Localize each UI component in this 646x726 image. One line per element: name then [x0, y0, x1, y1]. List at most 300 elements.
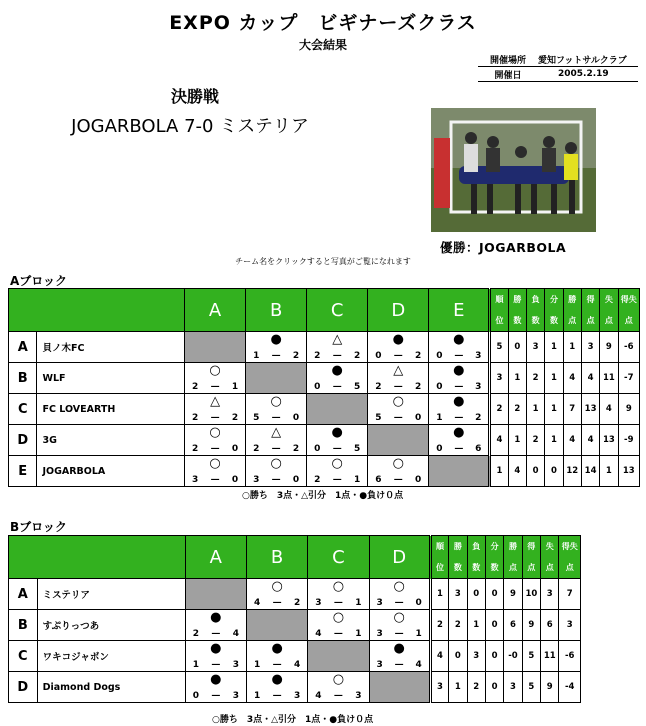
team-name-link[interactable]: ワキコジャボン [37, 641, 185, 672]
self-match-cell [307, 394, 368, 425]
goals-against: 4 [293, 660, 301, 670]
match-score [186, 629, 246, 639]
stat-header-bottom: 点 [509, 563, 517, 572]
stat-header-top: 分 [549, 295, 558, 304]
goals-against: 0 [292, 413, 300, 423]
goals-for: 5 [253, 413, 260, 423]
goals-against: 4 [232, 629, 239, 639]
table-row [9, 456, 640, 487]
stat-header [618, 289, 639, 332]
result-mark: ● [392, 332, 404, 347]
stat-cell: 0 [485, 641, 503, 672]
score-dash: — [333, 629, 343, 639]
stat-cell: 9 [541, 672, 559, 703]
goals-for: 2 [314, 475, 321, 485]
row-letter: D [9, 425, 37, 456]
stat-cell: 1 [545, 332, 563, 363]
stat-cell: 4 [430, 641, 448, 672]
stat-cell: 7 [563, 394, 581, 425]
match-result-cell [308, 672, 369, 703]
score-dash: — [211, 691, 221, 701]
stat-cell: 1 [490, 456, 508, 487]
score-dash: — [332, 382, 342, 392]
stat-header-bottom: 数 [513, 316, 522, 325]
date-label: 開催日 [494, 70, 522, 81]
result-mark: ○ [332, 579, 345, 594]
goals-against: 2 [292, 444, 300, 454]
stat-cell: -7 [618, 363, 639, 394]
match-result-cell [307, 332, 368, 363]
result-mark: ○ [270, 394, 282, 409]
result-mark: ○ [209, 363, 221, 378]
team-name-link[interactable]: FC LOVEARTH [37, 394, 185, 425]
stat-header-top: 勝 [509, 542, 517, 551]
goals-for: 3 [253, 475, 260, 485]
stat-cell: 11 [541, 641, 559, 672]
goals-against: 0 [415, 598, 422, 608]
result-mark: ● [453, 394, 465, 409]
goals-for: 6 [375, 475, 382, 485]
stat-cell: 5 [522, 641, 540, 672]
block-b-title: Bブロック [10, 520, 67, 534]
stat-header-bottom: 数 [549, 316, 558, 325]
match-result-cell [185, 425, 246, 456]
stat-cell: 4 [581, 363, 599, 394]
goals-for: 0 [314, 444, 321, 454]
score-dash: — [454, 444, 464, 454]
match-result-cell [369, 641, 430, 672]
event-info [478, 52, 638, 82]
match-result-cell [369, 610, 430, 641]
stat-header [490, 289, 508, 332]
stat-header-top: 得 [586, 295, 595, 304]
score-dash: — [210, 413, 220, 423]
match-score [370, 598, 429, 608]
stat-header-top: 分 [490, 542, 499, 551]
goals-for: 4 [253, 598, 261, 608]
team-name-link[interactable]: すぷりっつあ [37, 610, 185, 641]
goals-for: 3 [376, 629, 383, 639]
goals-for: 1 [436, 413, 443, 423]
stat-cell: 3 [449, 579, 467, 610]
page-subtitle: 大会結果 [298, 38, 347, 52]
score-dash: — [332, 444, 342, 454]
score-dash: — [210, 444, 220, 454]
stat-header-top: 得失 [561, 542, 578, 551]
stat-header-bottom: 位 [436, 563, 444, 572]
stat-header-bottom: 点 [624, 316, 633, 325]
result-mark: ● [393, 641, 405, 656]
match-result-cell [429, 425, 490, 456]
match-result-cell [185, 610, 246, 641]
stat-cell: 14 [581, 456, 599, 487]
result-mark: △ [271, 425, 282, 440]
match-result-cell [185, 672, 246, 703]
stat-cell: 3 [467, 641, 485, 672]
match-score [307, 351, 367, 361]
match-score [370, 629, 429, 639]
result-mark: ● [270, 332, 282, 347]
match-score [307, 382, 367, 392]
stat-cell: 9 [504, 579, 522, 610]
match-score [247, 691, 307, 701]
stat-cell: -6 [559, 641, 581, 672]
result-mark: ○ [392, 456, 404, 471]
row-letter: C [9, 394, 37, 425]
team-name-link[interactable]: WLF [37, 363, 185, 394]
block-b-table [8, 535, 581, 703]
match-score [246, 444, 306, 454]
match-score [429, 351, 488, 361]
stat-header [522, 536, 540, 579]
column-header-d: D [368, 289, 429, 332]
stat-cell: 11 [600, 363, 618, 394]
stat-cell: 1 [430, 579, 448, 610]
stat-cell: 0 [485, 672, 503, 703]
goals-for: 0 [192, 691, 199, 701]
match-result-cell [429, 363, 490, 394]
match-result-cell [429, 394, 490, 425]
stat-cell: 2 [430, 610, 448, 641]
score-dash: — [271, 444, 281, 454]
stat-cell: 1 [545, 394, 563, 425]
goals-for: 2 [192, 382, 199, 392]
result-mark: ○ [332, 610, 345, 625]
stat-header [541, 536, 559, 579]
team-name-link[interactable]: ミステリア [37, 579, 185, 610]
stat-header-bottom: 点 [586, 316, 595, 325]
stat-header-bottom: 位 [495, 316, 504, 325]
match-result-cell [246, 672, 307, 703]
goals-for: 0 [375, 351, 382, 361]
stat-cell: 0 [526, 456, 544, 487]
stat-cell: 13 [581, 394, 599, 425]
stat-cell: 5 [490, 332, 508, 363]
stat-cell: 3 [581, 332, 599, 363]
self-match-cell [246, 610, 307, 641]
stat-cell: 4 [563, 363, 581, 394]
stat-header-top: 負 [531, 295, 540, 304]
stat-header-bottom: 点 [527, 563, 536, 572]
stat-header-bottom: 数 [453, 563, 462, 572]
goals-for: 2 [192, 444, 199, 454]
result-mark: ○ [393, 579, 405, 594]
stat-header [545, 289, 563, 332]
row-letter: A [9, 332, 37, 363]
row-letter: A [9, 579, 38, 610]
goals-against: 3 [232, 691, 239, 701]
score-dash: — [393, 413, 403, 423]
row-letter: C [9, 641, 38, 672]
goals-for: 0 [314, 382, 321, 392]
self-match-cell [246, 363, 307, 394]
result-mark: ● [453, 363, 465, 378]
goals-for: 1 [253, 660, 261, 670]
row-letter: D [9, 672, 38, 703]
goals-against: 1 [355, 629, 362, 639]
team-name-link[interactable]: 3G [37, 425, 185, 456]
stat-cell: 6 [504, 610, 522, 641]
match-result-cell [307, 456, 368, 487]
match-result-cell [308, 579, 369, 610]
goals-against: 1 [231, 382, 239, 392]
stat-cell: 5 [522, 672, 540, 703]
table-row [9, 672, 581, 703]
score-dash: — [271, 413, 281, 423]
table-row [9, 332, 640, 363]
goals-against: 5 [353, 382, 361, 392]
match-result-cell [368, 332, 429, 363]
final-score: JOGARBOLA 7-0 ミステリア [71, 116, 309, 137]
stat-header-top: 負 [472, 542, 481, 551]
match-result-cell [185, 456, 246, 487]
match-result-cell [246, 425, 307, 456]
goals-against: 3 [355, 691, 362, 701]
result-mark: ● [210, 610, 222, 625]
stat-header-bottom: 点 [545, 563, 554, 572]
goals-for: 1 [253, 351, 260, 361]
match-score [186, 691, 246, 701]
row-letter: B [9, 363, 37, 394]
result-mark: ○ [270, 456, 282, 471]
table-row [9, 579, 581, 610]
stat-cell: 1 [563, 332, 581, 363]
match-score [186, 660, 246, 670]
result-mark: ● [331, 425, 343, 440]
venue-value: 愛知フットサルクラブ [538, 55, 627, 66]
stat-header-top: 得 [527, 542, 536, 551]
goals-for: 4 [315, 629, 322, 639]
stat-cell: 4 [600, 394, 618, 425]
column-header-c: C [307, 289, 368, 332]
stat-header-top: 得失 [620, 295, 637, 304]
score-dash: — [393, 475, 403, 485]
stat-header-top: 失 [604, 295, 613, 304]
stat-cell: 6 [541, 610, 559, 641]
stat-cell: 13 [600, 425, 618, 456]
stat-cell: 3 [430, 672, 448, 703]
stat-header [485, 536, 503, 579]
column-header-e: E [429, 289, 490, 332]
goals-against: 0 [292, 475, 300, 485]
score-dash: — [272, 691, 282, 701]
stat-cell: 1 [508, 425, 526, 456]
stat-cell: -6 [618, 332, 639, 363]
stat-cell: 9 [522, 610, 540, 641]
stat-cell: 0 [467, 579, 485, 610]
venue-label: 開催場所 [489, 55, 526, 66]
row-letter: E [9, 456, 37, 487]
goals-for: 3 [192, 475, 199, 485]
header-row [9, 289, 640, 332]
stat-cell: 3 [526, 332, 544, 363]
team-photo[interactable] [431, 108, 596, 232]
match-result-cell [246, 394, 307, 425]
column-header-a: A [185, 289, 246, 332]
score-dash: — [333, 691, 343, 701]
match-score [185, 444, 245, 454]
stat-cell: 4 [508, 456, 526, 487]
row-letter: B [9, 610, 38, 641]
result-mark: △ [210, 394, 221, 409]
result-mark: ○ [271, 579, 283, 594]
goals-for: 3 [376, 660, 383, 670]
team-name-link[interactable]: JOGARBOLA [37, 456, 185, 487]
result-mark: ● [210, 672, 222, 687]
goals-against: 1 [415, 629, 422, 639]
result-mark: ○ [332, 672, 345, 687]
goals-for: 3 [315, 598, 322, 608]
stat-cell: 2 [526, 425, 544, 456]
stat-cell: 1 [545, 425, 563, 456]
stat-cell: 9 [618, 394, 639, 425]
match-score [246, 351, 306, 361]
block-a-table [8, 288, 640, 487]
stat-cell: 2 [449, 610, 467, 641]
stat-cell: 4 [581, 425, 599, 456]
goals-against: 0 [231, 475, 239, 485]
stat-cell: 2 [526, 363, 544, 394]
self-match-cell [369, 672, 430, 703]
match-result-cell [307, 425, 368, 456]
venue-row [478, 52, 638, 67]
goals-against: 2 [292, 351, 300, 361]
goals-against: 2 [415, 382, 422, 392]
match-result-cell [246, 579, 307, 610]
match-result-cell [368, 456, 429, 487]
column-header-a: A [185, 536, 246, 579]
block-b-legend: ○勝ち 3点・△引分 1点・●負け０点 [212, 715, 374, 725]
goals-against: 2 [353, 351, 361, 361]
goals-against: 2 [415, 351, 422, 361]
stat-header-bottom: 点 [568, 316, 577, 325]
table-row [9, 610, 581, 641]
match-score [247, 598, 307, 608]
score-dash: — [271, 351, 281, 361]
result-mark: ○ [393, 610, 405, 625]
score-dash: — [393, 351, 403, 361]
result-mark: ● [271, 641, 283, 656]
score-dash: — [211, 629, 221, 639]
match-result-cell [307, 363, 368, 394]
match-score [185, 413, 245, 423]
goals-against: 0 [415, 475, 422, 485]
goals-against: 1 [355, 598, 362, 608]
stat-header-top: 順 [495, 295, 504, 304]
match-score [429, 444, 488, 454]
goals-against: 5 [353, 444, 361, 454]
match-result-cell [185, 363, 246, 394]
goals-for: 1 [192, 660, 199, 670]
match-score [368, 351, 428, 361]
goals-for: 2 [192, 629, 199, 639]
goals-against: 3 [293, 691, 301, 701]
stat-header-bottom: 数 [531, 316, 540, 325]
header-blank [9, 536, 186, 579]
goals-against: 3 [232, 660, 239, 670]
stat-header-bottom: 数 [490, 563, 499, 572]
self-match-cell [185, 332, 246, 363]
score-dash: — [454, 382, 464, 392]
goals-for: 2 [375, 382, 382, 392]
stat-cell: 3 [541, 579, 559, 610]
final-label: 決勝戦 [170, 87, 219, 106]
match-result-cell [368, 363, 429, 394]
goals-against: 2 [293, 598, 301, 608]
table-row [9, 363, 640, 394]
match-result-cell [185, 394, 246, 425]
stat-cell: 2 [490, 394, 508, 425]
photo-note: チーム名をクリックすると写真がご覧になれます [235, 257, 411, 266]
self-match-cell [429, 456, 490, 487]
goals-against: 6 [475, 444, 482, 454]
match-result-cell [246, 456, 307, 487]
result-mark: ○ [209, 456, 221, 471]
goals-for: 1 [253, 691, 261, 701]
column-header-b: B [246, 289, 307, 332]
stat-cell: 0 [485, 579, 503, 610]
stat-cell: 1 [508, 363, 526, 394]
score-dash: — [332, 475, 342, 485]
score-dash: — [454, 351, 464, 361]
stat-header-top: 勝 [453, 542, 462, 551]
column-header-c: C [308, 536, 369, 579]
stat-header [508, 289, 526, 332]
score-dash: — [394, 629, 404, 639]
stat-cell: 1 [526, 394, 544, 425]
team-name-link[interactable]: Diamond Dogs [37, 672, 185, 703]
match-score [429, 382, 488, 392]
match-score [370, 660, 429, 670]
stat-cell: 3 [504, 672, 522, 703]
score-dash: — [272, 598, 282, 608]
goals-against: 1 [353, 475, 361, 485]
match-score [185, 382, 245, 392]
match-score [246, 475, 306, 485]
score-dash: — [210, 382, 220, 392]
stat-cell: 4 [563, 425, 581, 456]
stat-cell: 0 [545, 456, 563, 487]
goals-against: 0 [231, 444, 239, 454]
goals-for: 2 [192, 413, 199, 423]
goals-against: 3 [475, 382, 482, 392]
stat-cell: 1 [545, 363, 563, 394]
stat-header [581, 289, 599, 332]
stat-cell: 3 [559, 610, 581, 641]
column-header-d: D [369, 536, 430, 579]
match-score [429, 413, 488, 423]
header-row [9, 536, 581, 579]
score-dash: — [394, 598, 404, 608]
goals-for: 2 [314, 351, 321, 361]
stat-header [559, 536, 581, 579]
score-dash: — [272, 660, 282, 670]
match-score [307, 475, 367, 485]
stat-cell: 1 [449, 672, 467, 703]
stat-header [430, 536, 448, 579]
goals-for: 3 [376, 598, 383, 608]
date-row [478, 67, 638, 82]
stat-cell: 1 [600, 456, 618, 487]
stat-cell: 1 [467, 610, 485, 641]
goals-against: 4 [415, 660, 422, 670]
self-match-cell [185, 579, 246, 610]
match-result-cell [246, 641, 307, 672]
team-name-link[interactable]: 貝ノ木FC [37, 332, 185, 363]
match-result-cell [185, 641, 246, 672]
score-dash: — [210, 475, 220, 485]
result-mark: ● [453, 425, 465, 440]
